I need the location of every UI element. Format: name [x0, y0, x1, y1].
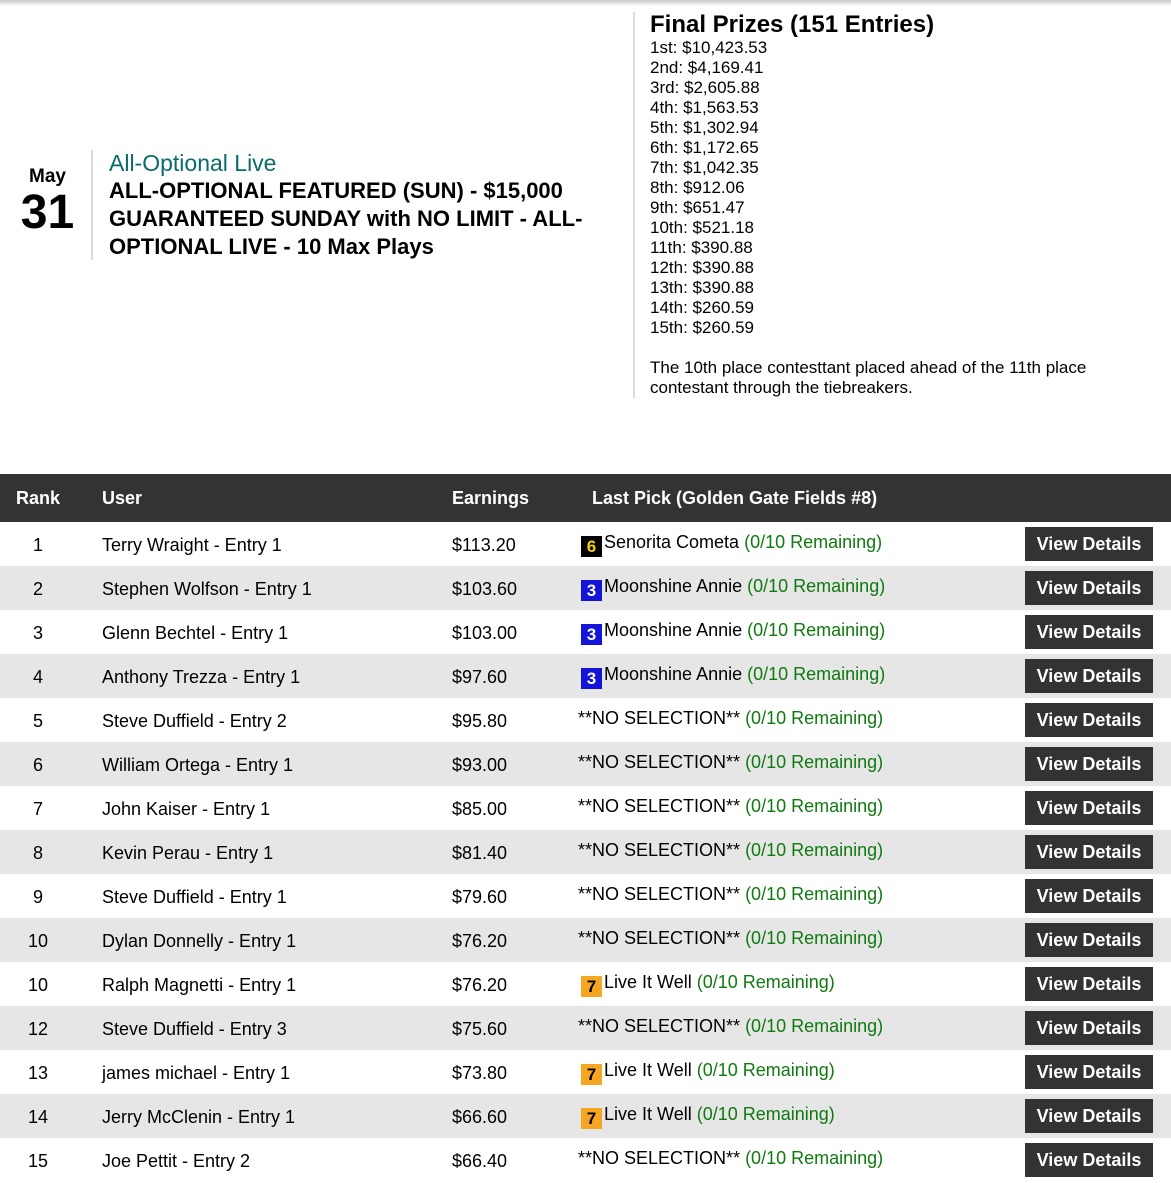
no-selection: **NO SELECTION**: [578, 884, 741, 904]
rank-cell: 2: [32, 579, 43, 599]
header-earnings: Earnings: [452, 488, 530, 508]
table-row: [0, 522, 1171, 566]
user-cell: Steve Duffield - Entry 3: [102, 1019, 287, 1039]
prize-line: 8th: $912.06: [650, 178, 745, 197]
earnings-cell: $76.20: [452, 975, 508, 995]
program-number-badge: 3: [581, 624, 602, 645]
last-pick-cell: [578, 576, 885, 601]
earnings-cell: $66.40: [452, 1151, 508, 1171]
view-details-button[interactable]: View Details: [1025, 527, 1153, 561]
header-rank: Rank: [16, 488, 61, 508]
table-body: [0, 522, 1171, 1182]
program-number-badge: 7: [581, 1108, 602, 1129]
prize-line: 15th: $260.59: [650, 318, 754, 337]
user-cell: Dylan Donnelly - Entry 1: [102, 931, 297, 951]
picks-remaining: (0/10 Remaining): [747, 576, 886, 596]
prize-line: 10th: $521.18: [650, 218, 754, 237]
user-cell: Stephen Wolfson - Entry 1: [102, 579, 312, 599]
no-selection: **NO SELECTION**: [578, 928, 741, 948]
user-cell: William Ortega - Entry 1: [102, 755, 294, 775]
table-row: [0, 610, 1171, 654]
view-details-button[interactable]: View Details: [1025, 1099, 1153, 1133]
horse-name: Moonshine Annie: [604, 620, 743, 640]
contest-header: [0, 0, 1171, 474]
picks-remaining: (0/10 Remaining): [696, 1104, 835, 1124]
view-details-button[interactable]: View Details: [1025, 923, 1153, 957]
earnings-cell: $113.20: [452, 535, 516, 555]
no-selection: **NO SELECTION**: [578, 796, 741, 816]
last-pick-cell: [578, 708, 883, 728]
table-row: [0, 566, 1171, 610]
header-last-pick: Last Pick (Golden Gate Fields #8): [592, 488, 878, 508]
table-row: [0, 962, 1171, 1006]
horse-name: Moonshine Annie: [604, 664, 743, 684]
last-pick-cell: [578, 752, 883, 772]
earnings-cell: $85.00: [452, 799, 508, 819]
contest-type: All-Optional Live: [109, 150, 277, 176]
earnings-cell: $75.60: [452, 1019, 508, 1039]
contest-name: ALL-OPTIONAL FEATURED (SUN) - $15,000 GUARANTEED SUNDAY with NO LIMIT - ALL-OPTIONAL LIVE - 10 Max Plays: [109, 178, 583, 259]
prize-list: [650, 38, 1153, 338]
prize-line: 1st: $10,423.53: [650, 38, 768, 57]
last-pick-cell: [578, 1060, 835, 1085]
last-pick-cell: [578, 796, 883, 816]
view-details-button[interactable]: View Details: [1025, 659, 1153, 693]
view-details-button[interactable]: View Details: [1025, 1011, 1153, 1045]
tiebreaker-note: The 10th place contesttant placed ahead of the 11th place contestant through the tiebreakers.: [650, 358, 1087, 397]
prize-line: 5th: $1,302.94: [650, 118, 759, 137]
view-details-button[interactable]: View Details: [1025, 879, 1153, 913]
table-row: [0, 1094, 1171, 1138]
last-pick-cell: [578, 664, 885, 689]
prize-line: 7th: $1,042.35: [650, 158, 759, 177]
prize-line: 14th: $260.59: [650, 298, 754, 317]
no-selection: **NO SELECTION**: [578, 1016, 741, 1036]
picks-remaining: (0/10 Remaining): [745, 708, 884, 728]
leaderboard-table: [0, 474, 1171, 1182]
picks-remaining: (0/10 Remaining): [747, 664, 886, 684]
view-details-button[interactable]: View Details: [1025, 571, 1153, 605]
program-number-badge: 3: [581, 580, 602, 601]
last-pick-cell: [578, 532, 882, 557]
earnings-cell: $79.60: [452, 887, 508, 907]
picks-remaining: (0/10 Remaining): [696, 1060, 835, 1080]
prizes-title: Final Prizes (151 Entries): [650, 11, 935, 38]
picks-remaining: (0/10 Remaining): [745, 884, 884, 904]
last-pick-cell: [578, 1104, 835, 1129]
no-selection: **NO SELECTION**: [578, 840, 741, 860]
user-cell: John Kaiser - Entry 1: [102, 799, 271, 819]
no-selection: **NO SELECTION**: [578, 752, 741, 772]
table-row: [0, 698, 1171, 742]
horse-name: Moonshine Annie: [604, 576, 743, 596]
table-row: [0, 654, 1171, 698]
last-pick-cell: [578, 928, 883, 948]
prize-line: 4th: $1,563.53: [650, 98, 759, 117]
picks-remaining: (0/10 Remaining): [745, 1016, 884, 1036]
earnings-cell: $81.40: [452, 843, 508, 863]
picks-remaining: (0/10 Remaining): [745, 796, 884, 816]
picks-remaining: (0/10 Remaining): [745, 752, 884, 772]
date-day: 31: [20, 186, 75, 239]
view-details-button[interactable]: View Details: [1025, 835, 1153, 869]
last-pick-cell: [578, 1148, 883, 1168]
table-row: [0, 874, 1171, 918]
user-cell: Ralph Magnetti - Entry 1: [102, 975, 297, 995]
user-cell: Steve Duffield - Entry 1: [102, 887, 287, 907]
prize-line: 13th: $390.88: [650, 278, 754, 297]
view-details-button[interactable]: View Details: [1025, 1055, 1153, 1089]
table-row: [0, 830, 1171, 874]
last-pick-cell: [578, 1016, 883, 1036]
table-row: [0, 1138, 1171, 1182]
picks-remaining: (0/10 Remaining): [745, 1148, 884, 1168]
horse-name: Live It Well: [604, 1104, 692, 1124]
prize-line: 6th: $1,172.65: [650, 138, 759, 157]
horse-name: Live It Well: [604, 972, 692, 992]
rank-cell: 15: [27, 1151, 49, 1171]
rank-cell: 1: [32, 535, 43, 555]
view-details-button[interactable]: View Details: [1025, 967, 1153, 1001]
prize-line: 9th: $651.47: [650, 198, 745, 217]
rank-cell: 3: [32, 623, 43, 643]
last-pick-cell: [578, 620, 885, 645]
earnings-cell: $95.80: [452, 711, 508, 731]
table-row: [0, 1050, 1171, 1094]
view-details-button[interactable]: View Details: [1025, 1143, 1153, 1177]
view-details-button[interactable]: View Details: [1025, 615, 1153, 649]
table-row: [0, 786, 1171, 830]
rank-cell: 9: [32, 887, 43, 907]
rank-cell: 14: [27, 1107, 49, 1127]
last-pick-cell: [578, 972, 835, 997]
earnings-cell: $66.60: [452, 1107, 508, 1127]
earnings-cell: $103.60: [452, 579, 518, 599]
user-cell: Steve Duffield - Entry 2: [102, 711, 287, 731]
prize-line: 3rd: $2,605.88: [650, 78, 760, 97]
user-cell: Terry Wraight - Entry 1: [102, 535, 282, 555]
picks-remaining: (0/10 Remaining): [696, 972, 835, 992]
prize-line: 2nd: $4,169.41: [650, 58, 764, 77]
user-cell: Glenn Bechtel - Entry 1: [102, 623, 289, 643]
table-row: [0, 1006, 1171, 1050]
program-number-badge: 6: [581, 536, 602, 557]
user-cell: james michael - Entry 1: [102, 1063, 291, 1083]
view-details-button[interactable]: View Details: [1025, 791, 1153, 825]
horse-name: Live It Well: [604, 1060, 692, 1080]
view-details-button[interactable]: View Details: [1025, 703, 1153, 737]
rank-cell: 4: [32, 667, 43, 687]
rank-cell: 12: [27, 1019, 49, 1039]
final-prizes-panel: [633, 12, 1153, 398]
rank-cell: 13: [27, 1063, 49, 1083]
rank-cell: 6: [32, 755, 43, 775]
no-selection: **NO SELECTION**: [578, 1148, 741, 1168]
user-cell: Jerry McClenin - Entry 1: [102, 1107, 296, 1127]
horse-name: Senorita Cometa: [604, 532, 740, 552]
picks-remaining: (0/10 Remaining): [744, 532, 883, 552]
user-cell: Joe Pettit - Entry 2: [102, 1151, 251, 1171]
program-number-badge: 3: [581, 668, 602, 689]
contest-title-block: [91, 150, 616, 260]
rank-cell: 5: [32, 711, 43, 731]
view-details-button[interactable]: View Details: [1025, 747, 1153, 781]
table-row: [0, 918, 1171, 962]
no-selection: **NO SELECTION**: [578, 708, 741, 728]
table-row: [0, 742, 1171, 786]
rank-cell: 10: [27, 975, 49, 995]
last-pick-cell: [578, 840, 883, 860]
picks-remaining: (0/10 Remaining): [745, 928, 884, 948]
user-cell: Kevin Perau - Entry 1: [102, 843, 274, 863]
rank-cell: 10: [27, 931, 49, 951]
program-number-badge: 7: [581, 976, 602, 997]
header-user: User: [102, 488, 143, 508]
user-cell: Anthony Trezza - Entry 1: [102, 667, 301, 687]
rank-cell: 7: [32, 799, 43, 819]
earnings-cell: $73.80: [452, 1063, 508, 1083]
earnings-cell: $97.60: [452, 667, 508, 687]
prize-line: 12th: $390.88: [650, 258, 754, 277]
table-header: [0, 474, 1171, 522]
program-number-badge: 7: [581, 1064, 602, 1085]
earnings-cell: $76.20: [452, 931, 508, 951]
date-month: May: [29, 166, 66, 187]
earnings-cell: $93.00: [452, 755, 508, 775]
rank-cell: 8: [32, 843, 43, 863]
earnings-cell: $103.00: [452, 623, 518, 643]
prize-line: 11th: $390.88: [650, 238, 753, 257]
contest-date: [0, 166, 95, 238]
picks-remaining: (0/10 Remaining): [745, 840, 884, 860]
last-pick-cell: [578, 884, 883, 904]
picks-remaining: (0/10 Remaining): [747, 620, 886, 640]
